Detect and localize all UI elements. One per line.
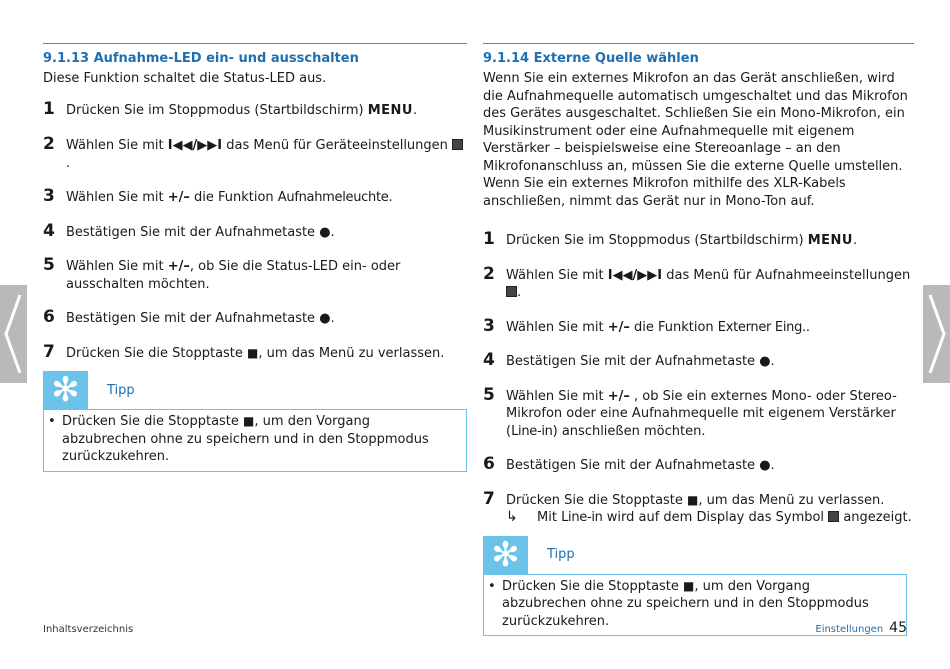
recording-settings-icon — [506, 286, 517, 297]
tip-text: , um den Vorgang abzubrechen ohne zu speichern und in den Stoppmodus zurückzukehren. — [502, 578, 869, 629]
record-button-icon: ● — [759, 354, 771, 369]
step-text: , um das Menü zu verlassen. — [258, 345, 445, 361]
section-intro: Wenn Sie ein externes Mikrofon an das Gerät anschließen, wird die Aufnahmequelle automatisch umgeschaltet und das Mikrofon des Gerätes ausgeschaltet. Schließen Sie ein Mono-Mikrofon, ein Musikinstrument oder eine Aufnahmequelle mit eigenem Verstärker – beispielsweise eine Stereoanlage – an den Mikrofonanschluss an, müssen Sie die externe Quelle umstellen. Wenn Sie ein externes Mikrofon mithilfe des XLR-Kabels anschließen, nimmt das Gerät nur in Mono-Ton auf. — [483, 71, 908, 209]
section-external-source — [483, 43, 914, 636]
step-number: 6 — [483, 454, 495, 474]
plus-minus-key-label: +/– — [167, 259, 190, 274]
tip-asterisk-icon: ✻ — [43, 371, 88, 409]
stop-button-icon: ■ — [243, 414, 255, 428]
step-item — [43, 220, 467, 242]
tip-header — [483, 536, 914, 574]
step-text: . — [517, 285, 522, 300]
section-link[interactable]: Einstellungen — [815, 624, 884, 635]
step-number: 7 — [483, 488, 495, 509]
step-number: 1 — [483, 229, 495, 249]
result-text: wird auf dem Display das Symbol — [602, 510, 829, 525]
step-text: . — [388, 190, 393, 205]
step-text: Wählen Sie mit — [506, 319, 608, 335]
step-item — [43, 307, 467, 328]
step-item — [43, 341, 467, 363]
chevron-right-icon — [923, 285, 950, 383]
section-rule — [483, 43, 914, 44]
record-button-icon: ● — [319, 224, 331, 240]
step-item — [483, 350, 914, 371]
tip-label: Tipp — [547, 547, 575, 562]
step-item — [43, 255, 467, 293]
section-heading: 9.1.14 Externe Quelle wählen — [483, 51, 699, 66]
menu-key-label: MENU — [807, 233, 853, 248]
step-text: , ob Sie die Status-LED ein- oder ausschalten möchten. — [66, 259, 401, 292]
tip-text: Drücken Sie die Stopptaste — [502, 578, 684, 594]
step-text: Bestätigen Sie mit der Aufnahmetaste — [66, 224, 320, 240]
step-item — [483, 488, 914, 527]
result-text: angezeigt. — [839, 510, 912, 525]
step-text: Drücken Sie im Stoppmodus (Startbildschirm) — [66, 102, 368, 118]
step-item — [43, 134, 467, 172]
step-list — [483, 229, 914, 527]
step-number: 4 — [483, 350, 495, 370]
stop-button-icon: ■ — [687, 492, 699, 507]
step-text: Bestätigen Sie mit der Aufnahmetaste — [506, 354, 760, 369]
step-text: ) anschließen möchten. — [552, 423, 706, 439]
step-item — [483, 454, 914, 475]
step-number: 5 — [43, 255, 55, 275]
section-intro: Diese Funktion schaltet die Status-LED aus. — [43, 71, 327, 86]
step-text: Drücken Sie die Stopptaste — [66, 345, 248, 361]
step-number: 6 — [43, 307, 55, 327]
previous-page-tab[interactable] — [0, 285, 27, 383]
step-item — [483, 229, 914, 250]
step-text: die Funktion — [629, 319, 718, 335]
result-text: Mit — [537, 510, 562, 525]
step-text: . — [805, 319, 811, 335]
chevron-left-icon — [0, 285, 27, 383]
step-number: 1 — [43, 98, 55, 119]
function-name: Line-in — [561, 510, 603, 525]
skip-keys-label: I◀◀/▶▶I — [607, 267, 663, 283]
step-text: . — [412, 102, 418, 118]
step-text: , um das Menü zu verlassen. — [698, 492, 885, 508]
step-text: Drücken Sie im Stoppmodus (Startbildschirm) — [506, 233, 808, 248]
step-number: 4 — [43, 220, 55, 241]
step-text: das Menü für Aufnahmeeinstellungen — [662, 267, 911, 283]
step-text: Wählen Sie mit — [66, 138, 168, 153]
step-result — [506, 509, 914, 527]
bullet: • — [48, 414, 56, 429]
plus-minus-key-label: +/– — [167, 190, 190, 205]
line-in-symbol-icon — [828, 511, 839, 522]
step-item — [483, 384, 914, 441]
plus-minus-key-label: +/– — [607, 319, 630, 335]
step-text: . — [330, 311, 335, 326]
page-number: 45 — [889, 620, 907, 636]
tip-label: Tipp — [107, 382, 135, 398]
step-text: . — [66, 155, 71, 171]
step-text: . — [852, 233, 858, 248]
step-item — [43, 186, 467, 207]
bullet: • — [488, 578, 496, 594]
step-text: die Funktion — [189, 190, 278, 205]
step-text: , ob Sie ein externes Mono- oder Stereo-Mikrofon oder eine Aufnahmequelle mit eigenem Verstärker ( — [506, 388, 897, 439]
step-text: . — [330, 224, 335, 240]
table-of-contents-link[interactable]: Inhaltsverzeichnis — [43, 624, 134, 635]
step-number: 5 — [483, 384, 495, 405]
footer-section — [815, 620, 907, 636]
tip-box — [43, 409, 467, 472]
stop-button-icon: ■ — [683, 578, 695, 593]
menu-key-label: MENU — [367, 102, 413, 118]
step-list — [43, 98, 467, 363]
step-text: . — [770, 354, 775, 369]
step-text: Bestätigen Sie mit der Aufnahmetaste — [506, 458, 760, 473]
step-number: 7 — [43, 341, 55, 362]
function-name: Aufnahmeleuchte — [277, 190, 389, 205]
step-text: Bestätigen Sie mit der Aufnahmetaste — [66, 311, 320, 326]
device-settings-icon — [452, 139, 463, 150]
step-text: Wählen Sie mit — [506, 388, 608, 404]
tip-block — [43, 371, 467, 472]
section-rule — [43, 43, 467, 44]
section-led — [43, 43, 467, 472]
step-number: 2 — [43, 134, 55, 154]
skip-keys-label: I◀◀/▶▶I — [167, 138, 223, 153]
function-name: Line-in — [511, 423, 553, 439]
tip-text: Drücken Sie die Stopptaste — [62, 414, 244, 429]
section-heading: 9.1.13 Aufnahme-LED ein- und ausschalten — [43, 51, 359, 66]
step-number: 2 — [483, 263, 495, 284]
step-text: . — [770, 458, 775, 473]
result-arrow-icon: ↳ — [506, 509, 518, 525]
tip-header — [43, 371, 467, 409]
plus-minus-key-label: +/– — [607, 388, 630, 404]
step-item — [43, 98, 467, 120]
record-button-icon: ● — [759, 458, 771, 473]
step-text: Wählen Sie mit — [66, 259, 168, 274]
step-text: Wählen Sie mit — [66, 190, 168, 205]
tip-text: , um den Vorgang abzubrechen ohne zu speichern und in den Stoppmodus zurückzukehren. — [62, 414, 429, 464]
tip-asterisk-icon: ✻ — [483, 536, 528, 574]
step-text: Wählen Sie mit — [506, 267, 608, 283]
step-number: 3 — [43, 186, 55, 206]
record-button-icon: ● — [319, 311, 331, 326]
next-page-tab[interactable] — [923, 285, 950, 383]
function-name: Externer Eing. — [717, 319, 806, 335]
step-item — [483, 263, 914, 302]
step-number: 3 — [483, 315, 495, 336]
step-text: das Menü für Geräteeinstellungen — [222, 138, 453, 153]
step-text: Drücken Sie die Stopptaste — [506, 492, 688, 508]
stop-button-icon: ■ — [247, 345, 259, 360]
step-item — [483, 315, 914, 337]
